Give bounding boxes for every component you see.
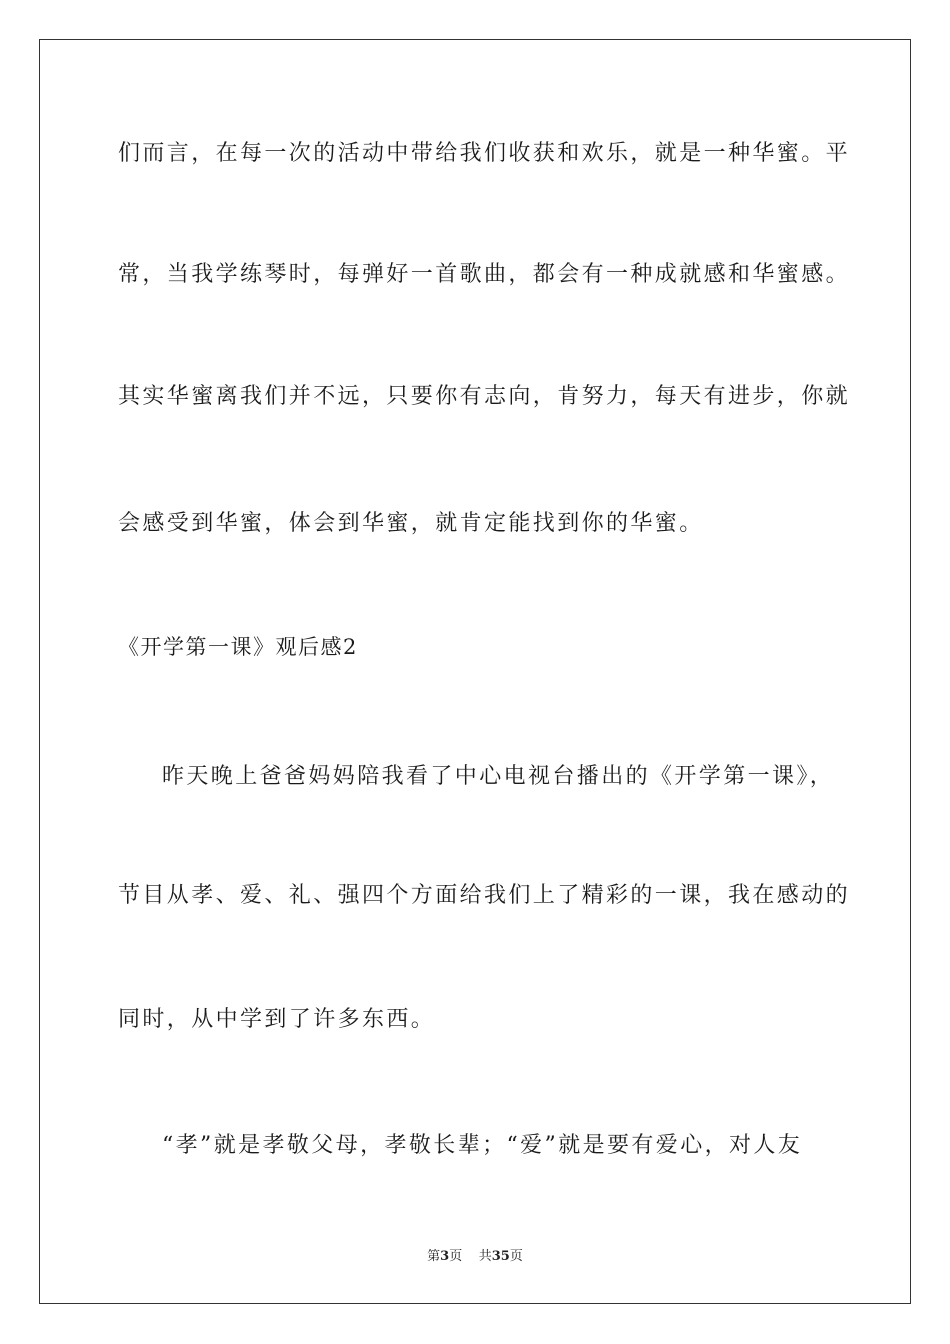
page-frame [39, 39, 911, 1304]
paragraph2-line-2: 节目从孝、爱、礼、强四个方面给我们上了精彩的一课，我在感动的 [118, 883, 851, 908]
body-line-1: 们而言，在每一次的活动中带给我们收获和欢乐，就是一种华蜜。平 [118, 141, 851, 166]
section-heading: 《开学第一课》观后感2 [118, 635, 358, 659]
body-line-2: 常，当我学练琴时，每弹好一首歌曲，都会有一种成就感和华蜜感。 [118, 262, 851, 287]
body-line-3: 其实华蜜离我们并不远，只要你有志向，肯努力，每天有进步，你就 [118, 384, 851, 409]
paragraph3-line-1: “孝”就是孝敬父母，孝敬长辈；“爱”就是要有爱心，对人友 [162, 1133, 803, 1158]
page-prefix: 第 [427, 1249, 441, 1264]
page-suffix: 页 [449, 1249, 463, 1264]
body-line-4: 会感受到华蜜，体会到华蜜，就肯定能找到你的华蜜。 [118, 511, 704, 536]
total-prefix: 共 [478, 1249, 492, 1264]
page-total: 35 [491, 1249, 510, 1264]
total-suffix: 页 [509, 1249, 523, 1264]
page-footer [0, 1248, 950, 1266]
paragraph2-line-3: 同时，从中学到了许多东西。 [118, 1007, 436, 1032]
paragraph2-line-1: 昨天晚上爸爸妈妈陪我看了中心电视台播出的《开学第一课》， [162, 764, 835, 789]
page-current: 3 [440, 1249, 450, 1264]
